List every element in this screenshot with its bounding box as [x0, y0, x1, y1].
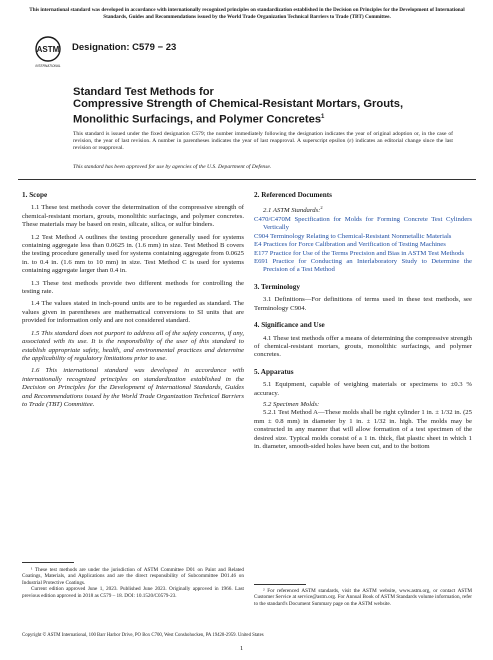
footnote-1-edition: Current edition approved June 1, 2023. Published June 2023. Originally approved in 1966. Last previous edition approved in 2018 as C579 – 18. DOI: 10.1520/C0579-23.: [22, 586, 244, 599]
copyright-line: Copyright © ASTM International, 100 Barr Harbor Drive, PO Box C700, West Conshohocken, PA 19428-2959. United States: [22, 633, 264, 638]
ref-item[interactable]: E691 Practice for Conducting an Interlaboratory Study to Determine the Precision of a Test Method: [254, 258, 472, 274]
para-1-5: 1.5 This standard does not purport to address all of the safety concerns, if any, associated with its use. It is the responsibility of the user of this standard to establish appropriate safety, health, and environmental practices and determine the applicability of regulatory limitations prior to use.: [22, 329, 244, 362]
para-5-2-1: 5.2.1 Test Method A—These molds shall be right cylinder 1 in. ± 1/32 in. (25 mm ± 0.8 mm) in diameter by 1 in. ± 1/32 in. high. The molds may be constructed in any manner that will allow formation of a test specimen of the desired size. Typical molds consist of a 1 in. thick, flat plastic sheet in which 1 in. diameter, smooth-sided holes have been cut, and to the bottom: [254, 409, 472, 450]
footnote-1: [22, 567, 244, 599]
ref-code-link[interactable]: E177: [254, 249, 269, 257]
title-line-1: Standard Test Methods for: [73, 86, 214, 98]
para-4-1: 4.1 These test methods offer a means of determining the compressive strength of chemical-resistant mortars, grouts, monolithic surfacings, and polymer concretes.: [254, 334, 472, 359]
svg-text:ASTM: ASTM: [36, 45, 60, 54]
footnote-2: [254, 588, 472, 607]
ref-code-link[interactable]: C470/C470M: [254, 216, 291, 224]
para-3-1: 3.1 Definitions—For definitions of terms used in these test methods, see Terminology C904.: [254, 296, 472, 312]
para-1-4: 1.4 The values stated in inch-pound units are to be regarded as standard. The values given in parentheses are mathematical conversions to SI units that are provided for information only and are not considered standard.: [22, 300, 244, 325]
svg-text:INTERNATIONAL: INTERNATIONAL: [35, 64, 61, 68]
section-heading-scope: 1. Scope: [22, 191, 48, 199]
ref-item[interactable]: E4 Practices for Force Calibration and Verification of Testing Machines: [254, 241, 446, 249]
ref-item[interactable]: E177 Practice for Use of the Terms Precision and Bias in ASTM Test Methods: [254, 249, 465, 257]
page-number: 1: [240, 645, 244, 652]
ref-code-link[interactable]: E691: [254, 258, 269, 266]
ref-item[interactable]: C470/C470M Specification for Molds for Forming Concrete Test Cylinders Vertically: [254, 216, 472, 232]
footnote-1-text: ¹ These test methods are under the jurisdiction of ASTM Committee D01 on Paint and Related Coatings, Materials, and Applications and are the direct responsibility of Subcommittee D01.46 on Industrial Protective Coatings.: [22, 567, 244, 586]
section-heading-terminology: 3. Terminology: [254, 282, 300, 291]
section-heading-apparatus: 5. Apparatus: [254, 367, 294, 376]
para-1-2: 1.2 Test Method A outlines the testing procedure generally used for systems containing aggregate less than 0.0625 in. (1.6 mm) in size. Test Method B covers the testing procedure generally used for systems containing aggregate from 0.0625 in. to 0.4 in. (1.6 mm to 10 mm) in size. Test Method C is used for systems containing aggregate larger than 0.4 in.: [22, 233, 244, 275]
dod-approval-note: This standard has been approved for use by agencies of the U.S. Department of Defense.: [73, 164, 272, 170]
designation: Designation: C579 − 23: [72, 42, 177, 53]
astm-logo: [34, 36, 62, 70]
right-column: [254, 191, 472, 451]
ref-code-link[interactable]: E4: [254, 241, 262, 249]
section-heading-referenced-documents: 2. Referenced Documents: [254, 191, 332, 199]
para-1-3: 1.3 These test methods provide two different methods for controlling the testing rate.: [22, 279, 244, 296]
issuance-note: This standard is issued under the fixed designation C579; the number immediately following the designation indicates the year of original adoption or, in the case of revision, the year of last revision. A number in parentheses indicates the year of last reapproval. A superscript epsilon (ε) indicates an editorial change since the last revision or reapproval.: [73, 131, 453, 152]
refs-intro: 2.1 ASTM Standards:$^2$: [263, 205, 323, 215]
title-line-2: Compressive Strength of Chemical-Resistant Mortars, Grouts, Monolithic Surfacings, and Polymer Concretes$^1$: [73, 98, 404, 126]
para-1-6: 1.6 This international standard was developed in accordance with internationally recognized principles on standardization established in the Decision on Principles for the Development of International Standards, Guides and Recommendations issued by the World Trade Organization Technical Barriers to Trade (TBT) Committee.: [22, 367, 244, 408]
section-heading-significance: 4. Significance and Use: [254, 321, 325, 330]
para-5-2: 5.2 Specimen Molds:: [263, 400, 320, 408]
para-5-1: 5.1 Equipment, capable of weighing materials or specimens to ±0.3 % accuracy.: [254, 381, 472, 397]
wto-notice: This international standard was developed in accordance with internationally recognized principles on standardization established in the Decision on Principles for the Development of International Standards, Guides and Recommendations issued by the World Trade Organization Technical Barriers to Trade (TBT) Committee.: [29, 7, 465, 20]
ref-item[interactable]: C904 Terminology Relating to Chemical-Resistant Nonmetallic Materials: [254, 232, 452, 240]
footnote-divider-left: [22, 562, 74, 563]
footnote-divider-right: [254, 584, 306, 585]
para-1-1: 1.1 These test methods cover the determination of the compressive strength of chemical-resistant mortars, grouts, monolithic surfacings, and polymer concretes. These materials may be based on resin, silicate, silica, or sulfur binders.: [22, 204, 244, 229]
footnote-2-text: ² For referenced ASTM standards, visit the ASTM website, www.astm.org, or contact ASTM Customer Service at service@astm.org. For Annual Book of ASTM Standards volume information, refer to the standard's Document Summary page on the ASTM website.: [254, 588, 472, 607]
header-divider: [18, 179, 476, 180]
ref-code-link[interactable]: C904: [254, 232, 269, 240]
left-column: [22, 191, 244, 409]
